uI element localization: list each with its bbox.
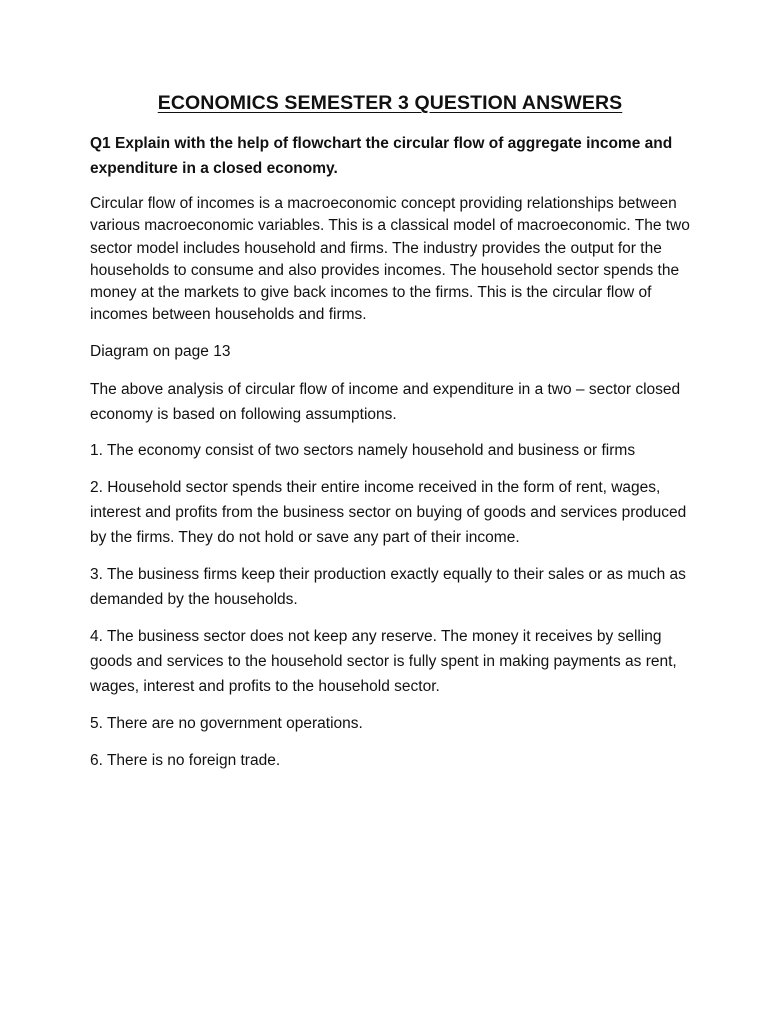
- assumptions-intro: The above analysis of circular flow of income and expenditure in a two – sector closed economy is based on following assumptions.: [90, 381, 681, 424]
- assumption-item-6: 6. There is no foreign trade.: [90, 752, 281, 770]
- document-page: [90, 90, 690, 785]
- question-heading: Q1 Explain with the help of flowchart the circular flow of aggregate income and expenditure in a closed economy.: [90, 135, 673, 177]
- assumption-item-3: 3. The business firms keep their production exactly equally to their sales or as much as demanded by the households.: [90, 566, 686, 609]
- intro-paragraph: Circular flow of incomes is a macroeconomic concept providing relationships between various macroeconomic variables. This is a classical model of macroeconomic. The two sector model includes household and firms. The industry provides the output for the households to consume and also provides incomes. The household sector spends the money at the markets to give back incomes to the firms. This is the circular flow of incomes between households and firms.: [90, 195, 690, 324]
- assumption-item-2: 2. Household sector spends their entire income received in the form of rent, wages, interest and profits from the business sector on buying of goods and services produced by the firms. They do not hold or save any part of their income.: [90, 479, 687, 547]
- assumption-item-5: 5. There are no government operations.: [90, 715, 363, 733]
- diagram-reference: Diagram on page 13: [90, 342, 231, 360]
- document-title: ECONOMICS SEMESTER 3 QUESTION ANSWERS: [157, 92, 623, 114]
- assumption-item-4: 4. The business sector does not keep any reserve. The money it receives by selling goods and services to the household sector is fully spent in making payments as rent, wages, interest and profits to the household sector.: [90, 628, 677, 696]
- assumption-item-1: 1. The economy consist of two sectors namely household and business or firms: [90, 442, 636, 460]
